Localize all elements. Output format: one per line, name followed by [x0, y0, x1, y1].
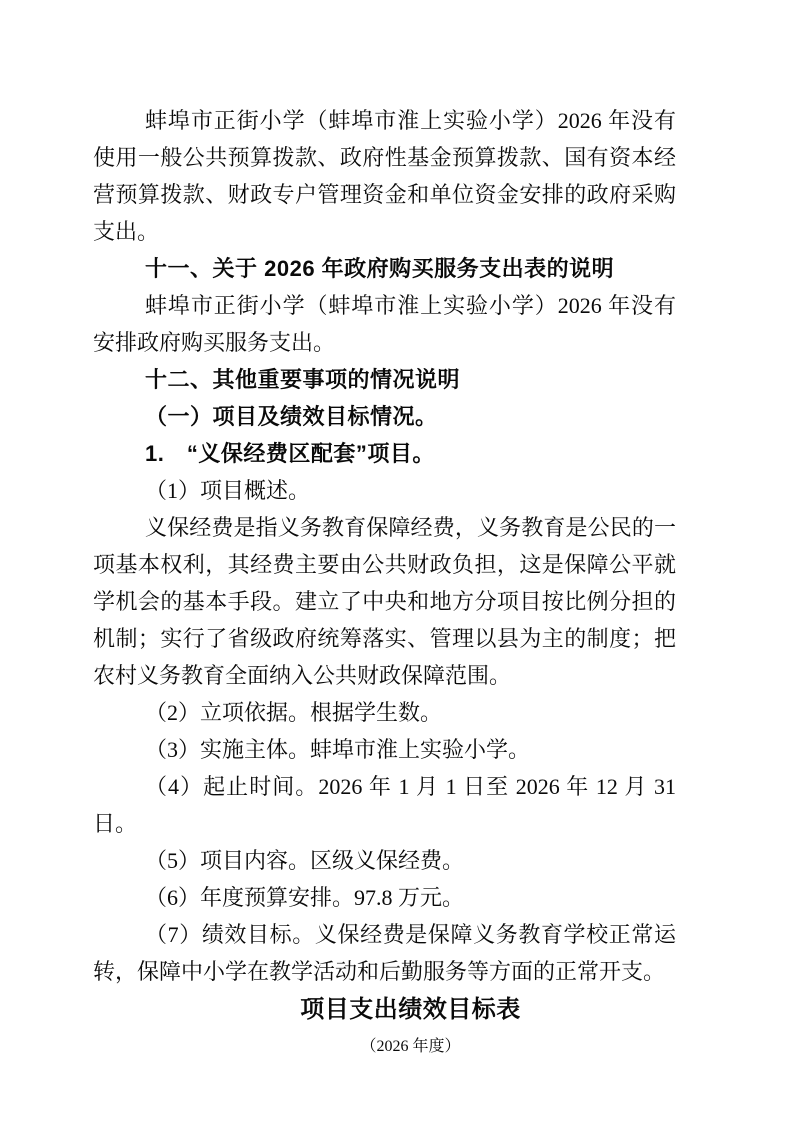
para-item-7-performance-target: （7）绩效目标。义保经费是保障义务教育学校正常运转，保障中小学在教学活动和后勤服务等方面的正常开支。 — [93, 922, 676, 984]
para-item-2-project-basis: （2）立项依据。根据学生数。 — [145, 700, 443, 725]
para-item-6-annual-budget: （6）年度预算安排。97.8 万元。 — [145, 885, 465, 910]
document-content — [93, 102, 676, 1064]
para-item-3-implementing-entity: （3）实施主体。蚌埠市淮上实验小学。 — [145, 737, 531, 762]
para-government-procurement-note: 蚌埠市正街小学（蚌埠市淮上实验小学）2026 年没有使用一般公共预算拨款、政府性基金预算拨款、国有资本经营预算拨款、财政专户管理资金和单位资金安排的政府采购支出。 — [93, 108, 676, 244]
para-item-1-project-overview: （1）项目概述。 — [145, 478, 311, 503]
para-item-5-project-content: （5）项目内容。区级义保经费。 — [145, 848, 465, 873]
heading-subsection-1-project-performance: （一）项目及绩效目标情况。 — [145, 404, 438, 429]
performance-target-table-year: （2026 年度） — [360, 1038, 461, 1055]
performance-target-table-title: 项目支出绩效目标表 — [300, 996, 521, 1023]
para-item-4-project-period: （4）起止时间。2026 年 1 月 1 日至 2026 年 12 月 31 日。 — [93, 774, 676, 836]
heading-section-11-gov-purchase-services: 十一、关于 2026 年政府购买服务支出表的说明 — [145, 256, 615, 281]
para-no-service-purchase-note: 蚌埠市正街小学（蚌埠市淮上实验小学）2026 年没有安排政府购买服务支出。 — [93, 293, 676, 355]
heading-section-12-other-important-items: 十二、其他重要事项的情况说明 — [145, 367, 461, 392]
heading-project-1-yibao-funds: 1. “义保经费区配套”项目。 — [145, 441, 435, 466]
para-yibao-overview-detail: 义保经费是指义务教育保障经费，义务教育是公民的一项基本权利，其经费主要由公共财政负担，这是保障公平就学机会的基本手段。建立了中央和地方分项目按比例分担的机制；实行了省级政府统筹落实、管理以县为主的制度；把农村义务教育全面纳入公共财政保障范围。 — [93, 515, 676, 688]
